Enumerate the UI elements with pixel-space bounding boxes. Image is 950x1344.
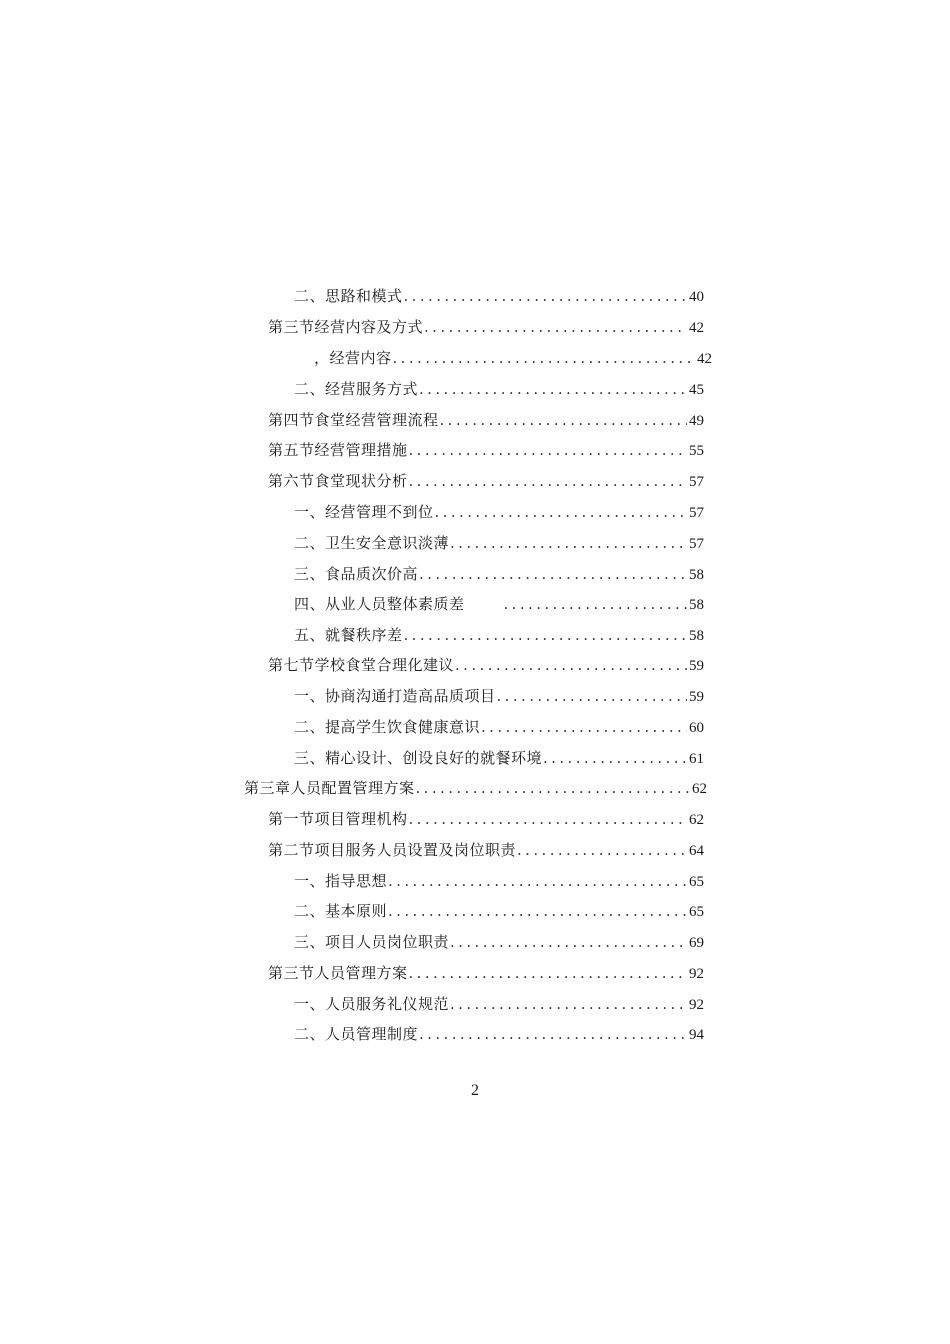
toc-entry-page: 45 [689,382,704,398]
toc-entry[interactable] [268,653,704,677]
toc-entry[interactable] [268,807,704,831]
toc-entry-page: 64 [689,843,704,859]
toc-entry-label: 二、提高学生饮食健康意识 [294,718,481,736]
toc-entry-page: 59 [689,689,704,705]
toc-entry-page: 60 [689,720,704,736]
toc-leader-dots [409,438,687,462]
toc-entry-page: 65 [689,874,704,890]
toc-entry[interactable] [268,438,704,462]
toc-entry[interactable] [294,377,704,401]
toc-entry-label: ，经营内容 [314,349,392,367]
toc-entry-label: 第六节食堂现状分析 [268,472,408,490]
toc-entry-label: 二、人员管理制度 [294,1025,419,1043]
toc-entry[interactable] [294,899,704,923]
toc-entry[interactable] [268,408,704,432]
toc-entry-page: 69 [689,935,704,951]
toc-entry-label: 二、思路和模式 [294,287,403,305]
toc-entry-label: 四、从业人员整体素质差 [294,595,465,613]
toc-entry-label: 五、就餐秩序差 [294,626,403,644]
toc-entry[interactable] [294,284,704,308]
toc-entry-page: 40 [689,289,704,305]
toc-entry-page: 55 [689,443,704,459]
toc-leader-dots [440,408,687,432]
toc-entry-label: 一、经营管理不到位 [294,503,434,521]
toc-entry-page: 62 [692,781,707,797]
toc-entry[interactable] [294,592,704,616]
toc-entry-page: 42 [689,320,704,336]
toc-entry-label: 三、精心设计、创设良好的就餐环境 [294,749,543,767]
toc-entry-page: 92 [689,997,704,1013]
toc-entry[interactable] [294,1022,704,1046]
toc-entry-label: 一、指导思想 [294,872,388,890]
toc-entry-label: 第四节食堂经营管理流程 [268,411,439,429]
toc-leader-dots [504,592,687,616]
toc-entry-page: 59 [689,658,704,674]
toc-entry-page: 61 [689,751,704,767]
toc-entry[interactable] [294,684,704,708]
toc-leader-dots [497,684,687,708]
toc-entry-label: 二、经营服务方式 [294,380,419,398]
toc-entry-page: 62 [689,812,704,828]
toc-entry-page: 58 [689,567,704,583]
toc-entry[interactable] [268,961,704,985]
toc-leader-dots [419,562,687,586]
toc-leader-dots [455,653,687,677]
toc-entry-page: 65 [689,904,704,920]
toc-leader-dots [435,500,687,524]
toc-entry-label: 二、基本原则 [294,902,388,920]
toc-entry-label: 第三章人员配置管理方案 [244,779,415,797]
toc-entry[interactable] [294,746,704,770]
toc-entry-page: 58 [689,597,704,613]
toc-entry[interactable] [294,715,704,739]
toc-entry-label: 一、人员服务礼仪规范 [294,995,450,1013]
toc-entry[interactable] [268,838,704,862]
toc-entry-label: 一、协商沟通打造高品质项目 [294,687,496,705]
toc-entry-page: 57 [689,474,704,490]
toc-entry-page: 42 [697,351,712,367]
toc-leader-dots [424,315,687,339]
toc-entry-page: 94 [689,1027,704,1043]
toc-entry[interactable] [294,531,704,555]
toc-entry[interactable] [244,776,707,800]
toc-entry[interactable] [294,562,704,586]
toc-leader-dots [409,807,687,831]
toc-entry[interactable] [314,346,712,370]
toc-leader-dots [409,469,687,493]
toc-entry-label: 第三节人员管理方案 [268,964,408,982]
toc-entry[interactable] [294,500,704,524]
toc-entry-label: 第一节项目管理机构 [268,810,408,828]
toc-leader-dots [388,869,687,893]
toc-entry-label: 三、食品质次价高 [294,565,419,583]
toc-entry-page: 57 [689,536,704,552]
toc-entry-label: 第七节学校食堂合理化建议 [268,656,455,674]
toc-leader-dots [419,377,687,401]
toc-leader-dots [450,531,687,555]
toc-entry[interactable] [294,992,704,1016]
toc-entry-page: 49 [689,413,704,429]
toc-leader-dots [517,838,687,862]
toc-leader-dots [416,776,690,800]
toc-entry[interactable] [268,469,704,493]
toc-leader-dots [404,284,687,308]
toc-entry-label: 三、项目人员岗位职责 [294,933,450,951]
toc-entry-page: 57 [689,505,704,521]
toc-entry-label: 第五节经营管理措施 [268,441,408,459]
toc-entry[interactable] [294,623,704,647]
toc-entry[interactable] [268,315,704,339]
toc-entry-page: 58 [689,628,704,644]
page-number: 2 [471,1082,479,1099]
toc-leader-dots [404,623,687,647]
toc-leader-dots [419,1022,687,1046]
toc-entry-label: 二、卫生安全意识淡薄 [294,534,450,552]
toc-entry[interactable] [294,930,704,954]
toc-entry-page: 92 [689,966,704,982]
toc-entry-label: 第三节经营内容及方式 [268,318,424,336]
toc-leader-dots [543,746,687,770]
toc-leader-dots [388,899,687,923]
toc-leader-dots [481,715,687,739]
toc-leader-dots [409,961,687,985]
toc-leader-dots [393,346,695,370]
toc-leader-dots [450,992,687,1016]
toc-leader-dots [450,930,687,954]
toc-entry-label: 第二节项目服务人员设置及岗位职责 [268,841,517,859]
toc-entry[interactable] [294,869,704,893]
